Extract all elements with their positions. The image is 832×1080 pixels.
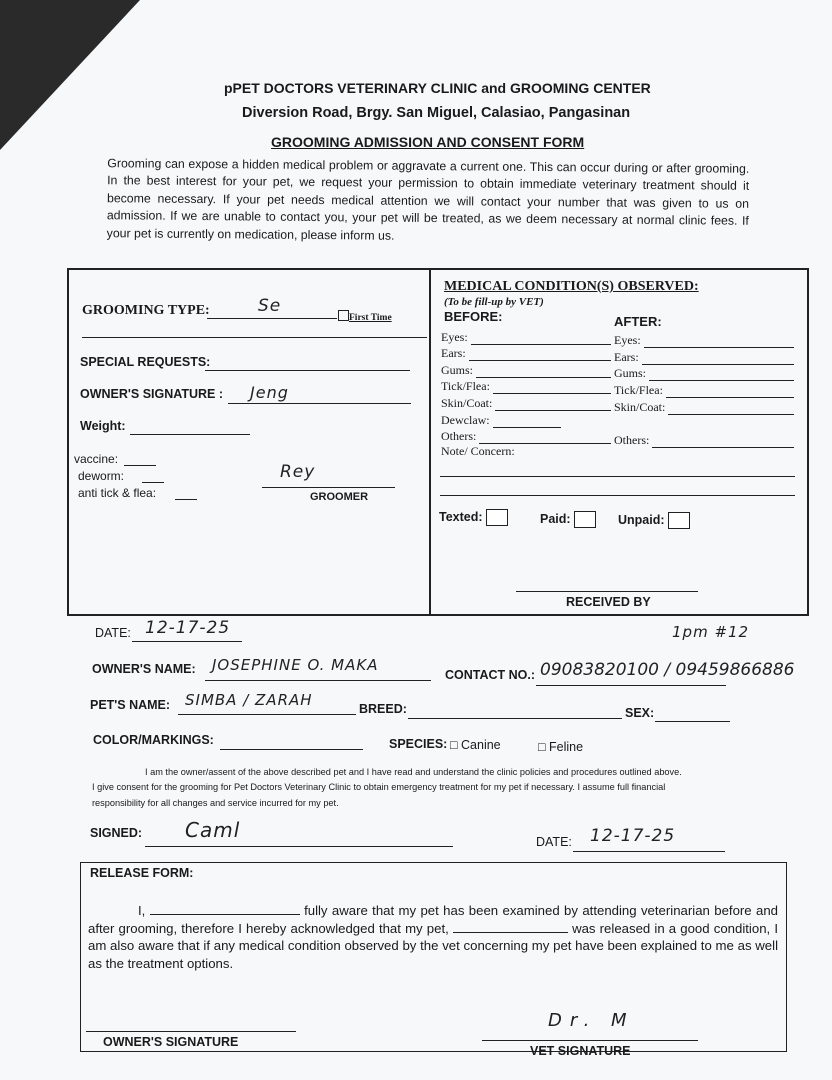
sex-field[interactable]: [655, 721, 730, 722]
before-field[interactable]: [476, 377, 611, 378]
vet-signature-field[interactable]: [482, 1040, 698, 1041]
owner-name-field[interactable]: [205, 680, 431, 681]
after-row: [614, 348, 794, 365]
contact-field[interactable]: [536, 685, 726, 686]
before-field[interactable]: [469, 360, 611, 361]
contact-label: CONTACT NO.:: [445, 668, 536, 682]
before-label: Skin/Coat:: [441, 395, 493, 410]
pet-name-field[interactable]: [178, 714, 356, 715]
texted-checkbox[interactable]: [439, 509, 508, 526]
medical-title: MEDICAL CONDITION(S) OBSERVED:: [444, 279, 699, 294]
consent-date-label: DATE:: [536, 835, 572, 849]
note-line-1[interactable]: [440, 476, 795, 477]
before-list: [441, 328, 611, 461]
date-label: DATE:: [95, 626, 131, 640]
antitick-label: anti tick & flea:: [78, 486, 157, 500]
consent-line-2: I give consent for the grooming for Pet Doctors Veterinary Clinic to obtain emergency treatment for my pet if necessary. I assume full financial: [92, 782, 666, 792]
release-paragraph: [88, 902, 778, 972]
before-row: [441, 428, 611, 445]
consent-date-value: 12-17-25: [590, 826, 676, 846]
paid-label: Paid:: [540, 511, 571, 526]
before-label: Dewclaw:: [441, 412, 490, 427]
consent-date-field[interactable]: [573, 851, 725, 852]
received-by-label: RECEIVED BY: [566, 595, 651, 609]
vaccine-label: vaccine:: [74, 452, 119, 466]
received-by-field[interactable]: [516, 591, 698, 592]
grooming-type-label: GROOMING TYPE:: [82, 303, 210, 318]
owner-name-value: JOSEPHINE O. MAKA: [212, 656, 379, 674]
weight-field[interactable]: [130, 434, 250, 435]
antitick-field[interactable]: [175, 499, 197, 500]
deworm-field[interactable]: [142, 482, 164, 483]
note-line-2[interactable]: [440, 495, 795, 496]
before-label: Others:: [441, 429, 477, 444]
after-row: [614, 415, 794, 448]
after-field[interactable]: [642, 364, 794, 365]
groomer-signature-value: Rey: [280, 462, 316, 482]
owner-name-label: OWNER'S NAME:: [92, 662, 196, 676]
after-field[interactable]: [668, 414, 794, 415]
special-requests-field[interactable]: [205, 370, 410, 371]
release-owner-name-field[interactable]: [150, 914, 300, 915]
groomer-label: GROOMER: [310, 491, 369, 503]
before-row: [441, 328, 611, 345]
grooming-extra-line: [82, 337, 427, 338]
pet-name-value: SIMBA / ZARAH: [185, 691, 313, 709]
color-markings-field[interactable]: [220, 749, 363, 750]
breed-field[interactable]: [408, 718, 622, 719]
grooming-type-field[interactable]: [207, 318, 337, 319]
after-heading: AFTER:: [614, 314, 662, 329]
release-owner-signature-label: OWNER'S SIGNATURE: [103, 1035, 239, 1049]
sex-label: SEX:: [625, 706, 655, 720]
after-field[interactable]: [649, 380, 794, 381]
clinic-address: Diversion Road, Brgy. San Miguel, Calasiao, Pangasinan: [242, 105, 631, 121]
release-form-title: RELEASE FORM:: [90, 866, 194, 880]
unpaid-label: Unpaid:: [618, 512, 665, 527]
feline-checkbox[interactable]: □ Feline: [538, 740, 584, 754]
form-title: GROOMING ADMISSION AND CONSENT FORM: [271, 134, 585, 150]
after-field[interactable]: [666, 397, 794, 398]
grooming-type-value: Se: [258, 296, 282, 316]
deworm-label: deworm:: [78, 469, 125, 483]
after-list: [614, 331, 794, 448]
before-field[interactable]: [493, 427, 561, 428]
before-label: Eyes:: [441, 329, 468, 344]
after-label: Eyes:: [614, 332, 641, 347]
before-row: [441, 378, 611, 395]
after-row: [614, 398, 794, 415]
before-label: Gums:: [441, 362, 474, 377]
release-owner-signature-field[interactable]: [86, 1031, 296, 1032]
weight-label: Weight:: [80, 419, 126, 433]
after-row: [614, 331, 794, 348]
before-field[interactable]: [471, 344, 611, 345]
owner-signature-label: OWNER'S SIGNATURE :: [80, 387, 224, 401]
species-label: SPECIES:: [389, 737, 448, 751]
scan-shadow-corner: [0, 0, 140, 150]
release-text-2: fully aware that my pet has been examined by attending veterinarian before and after grooming, therefore I hereby acknowledged that my pet,: [88, 903, 778, 936]
before-field[interactable]: [493, 393, 611, 394]
after-label: Others:: [614, 432, 650, 447]
breed-label: BREED:: [359, 702, 407, 716]
signed-value: Caml: [185, 818, 241, 842]
vaccine-field[interactable]: [124, 465, 156, 466]
color-markings-label: COLOR/MARKINGS:: [93, 733, 214, 747]
release-pet-name-field[interactable]: [453, 932, 568, 933]
before-row: [441, 345, 611, 362]
release-text-3: was released in a good condition, I am also aware that if any medical condition observed by the vet concerning my pet have been explained to me as well as the treatment options.: [88, 920, 778, 971]
first-time-checkbox[interactable]: [338, 310, 392, 323]
paid-checkbox[interactable]: [540, 511, 596, 528]
after-row: [614, 381, 794, 398]
owner-signature-field[interactable]: [228, 403, 411, 404]
before-row: [441, 361, 611, 378]
before-label: Ears:: [441, 346, 466, 361]
signed-field[interactable]: [145, 846, 453, 847]
after-field[interactable]: [644, 347, 794, 348]
before-heading: BEFORE:: [444, 309, 503, 324]
contact-value: 09083820100 / 09459866886: [540, 660, 795, 680]
note-label: Note/ Concern:: [441, 444, 515, 459]
consent-line-3: responsibility for all changes and service incurred for my pet.: [92, 798, 339, 808]
unpaid-checkbox[interactable]: [618, 512, 690, 529]
release-text-1: I,: [138, 903, 146, 918]
before-label: Tick/Flea:: [441, 379, 490, 394]
before-row: [441, 394, 611, 411]
after-field[interactable]: [652, 447, 794, 448]
after-label: Skin/Coat:: [614, 399, 666, 414]
before-field[interactable]: [495, 410, 611, 411]
pet-name-label: PET'S NAME:: [90, 698, 171, 712]
special-requests-label: SPECIAL REQUESTS:: [80, 355, 211, 369]
date-value: 12-17-25: [145, 618, 231, 638]
after-label: Tick/Flea:: [614, 383, 663, 398]
first-time-label: First Time: [349, 313, 392, 323]
after-row: [614, 365, 794, 382]
owner-signature-value: Jeng: [250, 383, 289, 402]
texted-label: Texted:: [439, 509, 483, 524]
time-queue-note: 1pm #12: [672, 623, 750, 641]
vet-signature-value: Dr. M: [548, 1010, 635, 1031]
medical-subtitle: (To be fill-up by VET): [444, 296, 544, 308]
intro-paragraph: Grooming can expose a hidden medical problem or aggravate a current one. This can occur during or after grooming. In the best interest for your pet, we request your permission to obtain immediate veterinary treatment should it become necessary. If your pet needs medical attention we will contact your number that was given to us on admission. If we are unable to contact you, your pet will be treated, as we deem necessary at normal clinic fees. If your pet is currently on medication, please inform us.: [106, 156, 750, 243]
consent-line-1: I am the owner/assent of the above described pet and I have read and understand the clinic policies and procedures outlined above.: [145, 767, 682, 777]
date-field[interactable]: [132, 641, 242, 642]
before-row: [441, 411, 561, 428]
after-label: Ears:: [614, 349, 639, 364]
canine-checkbox[interactable]: □ Canine: [450, 738, 501, 752]
clinic-name: pPET DOCTORS VETERINARY CLINIC and GROOMING CENTER: [224, 80, 651, 96]
groomer-signature-field[interactable]: [262, 487, 395, 488]
vet-signature-label: VET SIGNATURE: [530, 1044, 631, 1058]
box-divider: [429, 270, 431, 614]
after-label: Gums:: [614, 366, 647, 381]
signed-label: SIGNED:: [90, 826, 143, 840]
